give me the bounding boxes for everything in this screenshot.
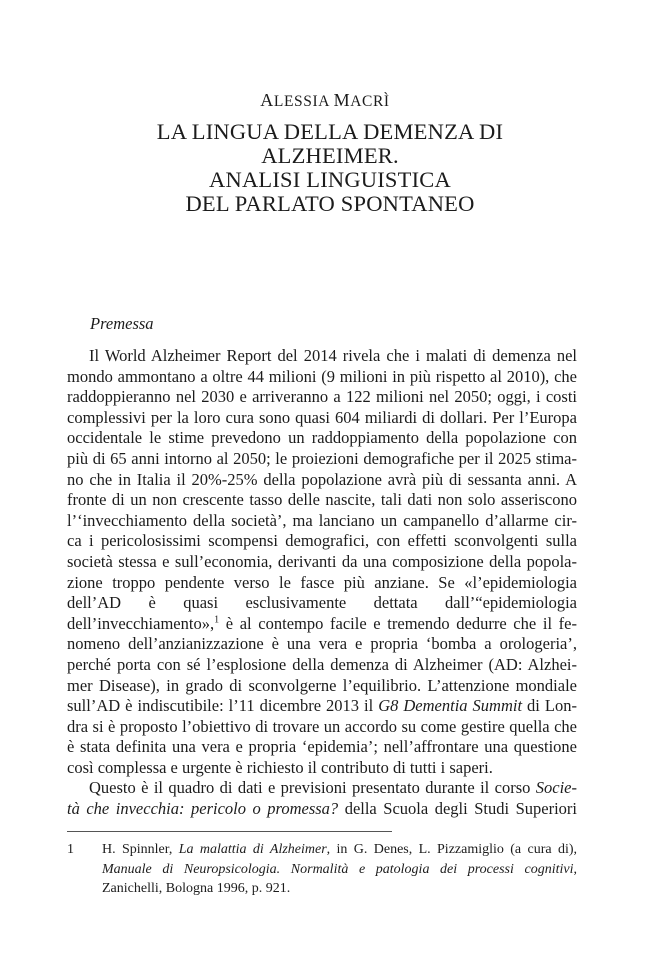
body-text	[67, 346, 577, 820]
body-line: ca i pericolosissimi scompensi demografici, con effetti sconvolgenti sulla	[67, 531, 577, 551]
body-line: così complessa e urgente è richiesto il contributo di tutti i saperi.	[67, 757, 493, 777]
body-line: complessivi per la loro cura sono quasi 604 miliardi di dollari. Per l’Europa	[67, 407, 577, 427]
body-line	[67, 799, 577, 820]
footnote-number: 1	[67, 842, 74, 857]
author-name	[0, 90, 650, 111]
body-text-run: di Lon-	[522, 696, 577, 716]
body-line: dell’AD è quasi esclusivamente dettata dall’“epidemiologia	[67, 593, 577, 613]
footnote-line	[102, 860, 577, 880]
body-line: zione troppo pendente verso le fasce più anziane. Se «l’epidemiologia	[67, 572, 577, 592]
footnote-text	[102, 840, 577, 899]
body-line	[67, 696, 577, 717]
body-text-run: sull’AD è indiscutibile: l’11 dicembre 2013 il	[67, 696, 379, 716]
body-text-run: dell’invecchiamento»,	[67, 613, 215, 633]
body-line: perché porta con sé l’esplosione della demenza di Alzheimer (AD: Alzhei-	[67, 654, 577, 674]
body-line: nomeno dell’anzianizzazione è una vera e propria ‘bomba a orologeria’,	[67, 634, 577, 654]
author-first-rest: LESSIA	[273, 93, 330, 110]
body-line	[67, 778, 577, 799]
footnote-reference[interactable]: 1	[214, 614, 220, 626]
cited-title: La malattia di Alzheimer	[178, 842, 327, 857]
section-heading: Premessa	[90, 314, 154, 333]
body-line: dra si è proposto l’obiettivo di trovare un accordo su come gestire quella che	[67, 716, 577, 736]
summit-name: G8 Dementia Summit	[378, 696, 523, 716]
cited-book-title: Manuale di Neuropsicologia. Normalità e patologia dei processi cognitivi	[102, 861, 574, 877]
footnote-run: H. Spinnler,	[102, 842, 179, 857]
body-line: fronte di un non crescente tasso delle nascite, tali dati non solo asseriscono	[67, 490, 577, 510]
body-line: società stessa e sull’economia, derivanti da una composizione della popola-	[67, 551, 577, 571]
footnote-divider	[67, 831, 392, 832]
body-text-run: è al contempo facile e tremendo dedurre che il fe-	[219, 613, 577, 633]
footnote-run: ,	[573, 861, 577, 877]
body-text-run: Questo è il quadro di dati e previsioni presentato durante il corso	[89, 778, 536, 798]
title-line: ANALISI LINGUISTICA	[209, 167, 451, 192]
article-title	[60, 120, 600, 216]
footnote-line: Zanichelli, Bologna 1996, p. 921.	[102, 881, 291, 896]
body-line: Il World Alzheimer Report del 2014 rivela che i malati di demenza nel	[89, 346, 577, 365]
body-line: è stata definita una vera e propria ‘epidemia’; nell’affrontare una questione	[67, 737, 577, 757]
course-name: tà che invecchia: pericolo o promessa?	[67, 799, 339, 819]
title-line: LA LINGUA DELLA DEMENZA DI	[156, 119, 504, 144]
body-line: l’‘invecchiamento della società’, ma lanciano un campanello d’allarme cir-	[67, 510, 577, 530]
body-line-with-footnote-ref	[67, 614, 577, 635]
body-line: più di 65 anni intorno al 2050; le proiezioni demografiche per il 2025 stima-	[67, 448, 577, 468]
title-line: ALZHEIMER.	[261, 143, 399, 168]
body-line: occidentale le stime prevedono un raddoppiamento della popolazione con	[67, 428, 577, 448]
course-name: Socie-	[535, 778, 577, 798]
author-first-initial: A	[260, 90, 274, 110]
title-line: DEL PARLATO SPONTANEO	[185, 191, 475, 216]
footnote-line	[102, 840, 577, 860]
author-last-rest: ACRÌ	[350, 93, 390, 110]
body-line: mer Disease), in grado di sconvolgerne l’equilibrio. L’attenzione mondiale	[67, 675, 577, 695]
body-text-run: della Scuola degli Studi Superiori	[338, 799, 577, 819]
author-last-initial: M	[333, 90, 351, 110]
body-line: no che in Italia il 20%-25% della popolazione avrà più di sessanta anni. A	[67, 469, 577, 489]
body-line: raddoppieranno nel 2030 e arriveranno a 122 milioni nel 2050; oggi, i costi	[67, 387, 577, 407]
body-line: mondo ammontano a oltre 44 milioni (9 milioni in più rispetto al 2010), che	[67, 366, 577, 386]
footnote-run: , in G. Denes, L. Pizzamiglio (a cura di),	[326, 842, 577, 857]
